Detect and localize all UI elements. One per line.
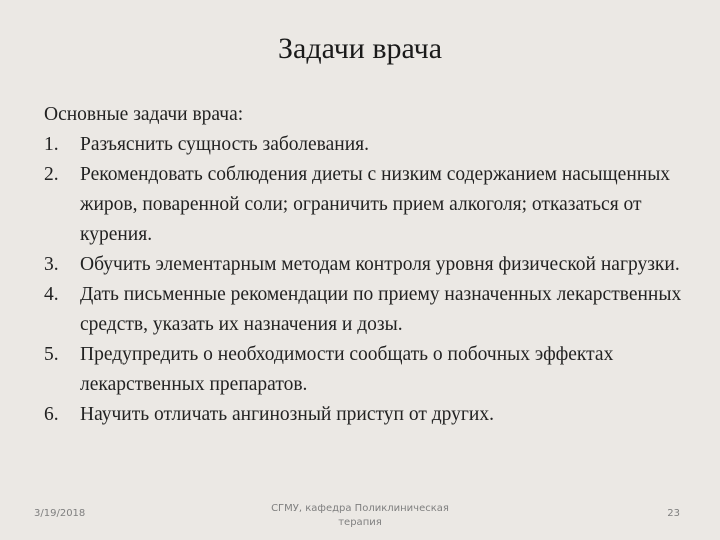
list-item-number: 1. (44, 134, 59, 155)
footer-organization-line2: терапия (338, 517, 382, 528)
list-item-text: Предупредить о необходимости сообщать о побочных эффектах лекарственных препаратов. (80, 344, 614, 395)
slide-title: Задачи врача (277, 32, 443, 65)
list-item-text: Дать письменные рекомендации по приему назначенных лекарственных средств, указать их назначения и дозы. (80, 284, 682, 335)
list-item (44, 400, 684, 430)
footer-organization (240, 502, 480, 530)
list-item-number: 4. (44, 284, 59, 305)
list-item (44, 280, 684, 340)
list-item (44, 340, 684, 400)
list-item (44, 160, 684, 250)
footer-date: 3/19/2018 (34, 508, 86, 519)
intro-text: Основные задачи врача: (44, 104, 244, 125)
list-item-text: Рекомендовать соблюдения диеты с низким содержанием насыщенных жиров, поваренной соли; ограничить прием алкоголя; отказаться от курения. (80, 164, 671, 245)
list-item-number: 5. (44, 344, 59, 365)
list-item-number: 3. (44, 254, 59, 275)
slide-content (44, 100, 684, 430)
list-item-text: Научить отличать ангинозный приступ от других. (80, 404, 494, 425)
list-item-number: 6. (44, 404, 59, 425)
list-item-text: Обучить элементарным методам контроля уровня физической нагрузки. (80, 254, 680, 275)
list-item-text: Разъяснить сущность заболевания. (80, 134, 369, 155)
list-item-number: 2. (44, 164, 59, 185)
task-list (44, 130, 684, 430)
footer-organization-line1: СГМУ, кафедра Поликлиническая (271, 503, 449, 514)
footer-page-number: 23 (667, 508, 680, 519)
list-item (44, 250, 684, 280)
list-item (44, 130, 684, 160)
